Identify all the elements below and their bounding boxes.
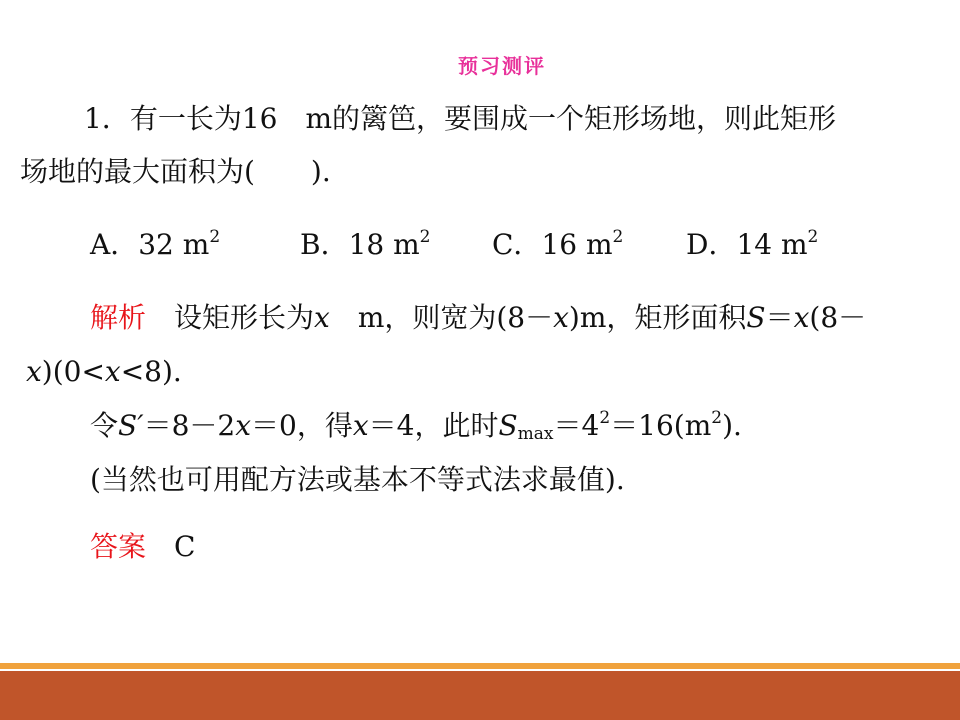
footer-bar [0, 671, 960, 720]
question-line-1: 1．有一长为16 m的篱笆，要围成一个矩形场地，则此矩形 [84, 102, 836, 135]
option-d: D．14 $m^2$ [686, 227, 819, 261]
analysis-line-4: (当然也可用配方法或基本不等式法求最值). [90, 463, 625, 496]
analysis-line-2: x)(0<x<8). [26, 355, 182, 388]
option-b: B．18 $m^2$ [300, 227, 431, 261]
analysis-line-1: 解析 设矩形长为x m，则宽为(8－x)m，矩形面积S＝x(8－ [90, 301, 867, 334]
answer-line [90, 530, 195, 564]
footer-accent-bar [0, 663, 960, 669]
analysis-label: 解析 [90, 301, 147, 334]
option-a: A．32 $m^2$ [90, 227, 221, 261]
answer-value: C [146, 530, 196, 563]
option-c: C．16 $m^2$ [492, 227, 624, 261]
answer-label: 答案 [90, 530, 147, 563]
question-line-2: 场地的最大面积为( ). [20, 155, 331, 188]
section-title: 预习测评 [458, 54, 546, 78]
analysis-line-3: 令S′＝8－2x＝0，得x＝4，此时$S_{max}=4^2=16(m^2)$. [90, 408, 742, 444]
